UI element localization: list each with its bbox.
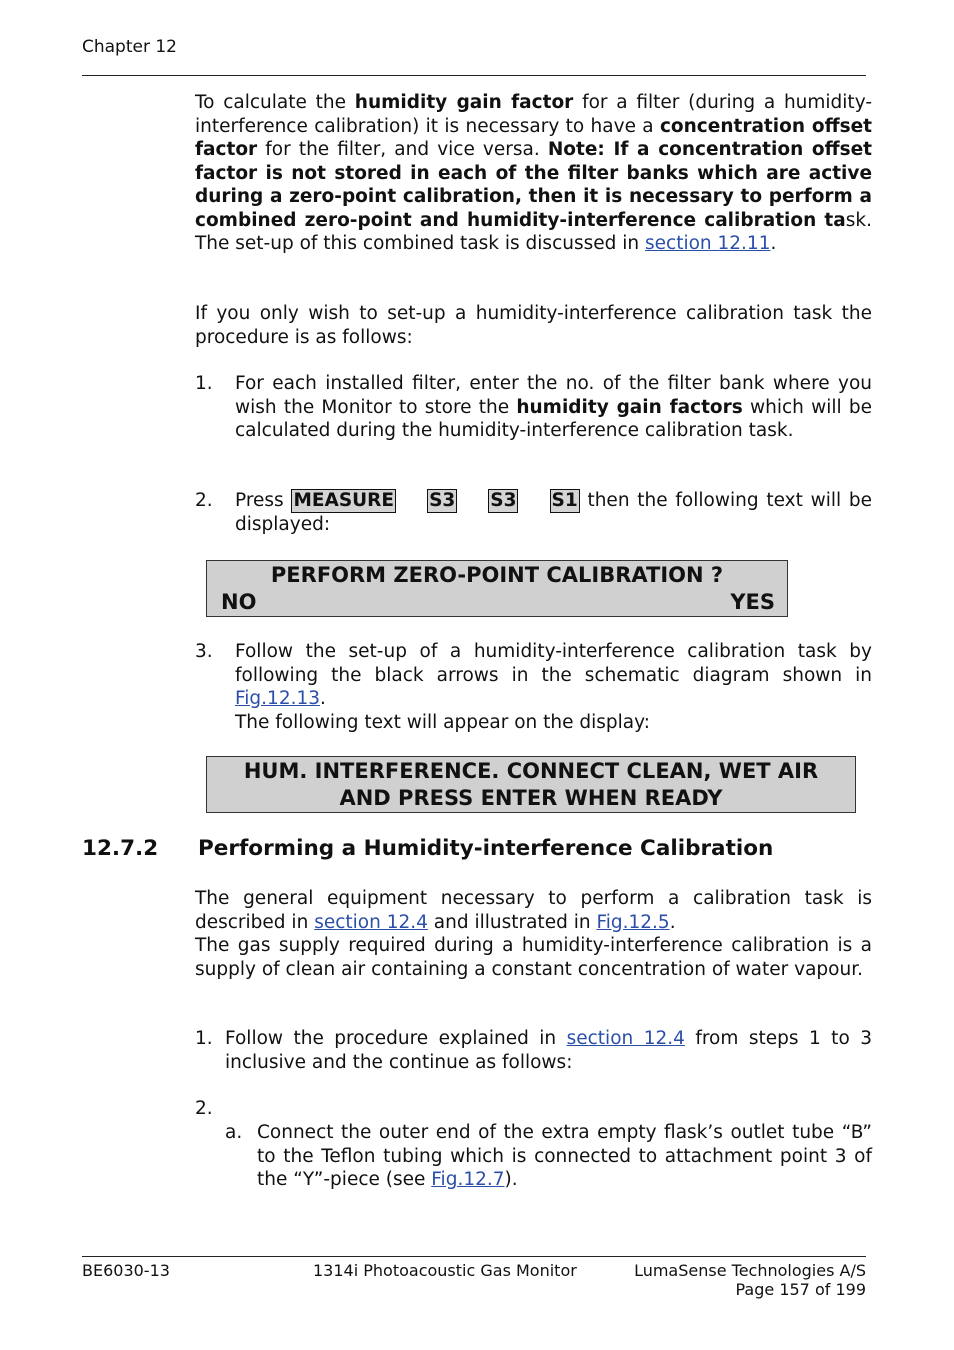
text: for the filter, and vice versa.: [257, 139, 548, 160]
sub-list-letter: a.: [225, 1122, 243, 1143]
list-item: 1. For each installed filter, enter the no. of the filter bank where you wish the Monitor to store the humidity gain factors which will be calculated during the humidity-interference calibration task.: [195, 373, 872, 441]
list-item: 3. Follow the set-up of a humidity-interference calibration task by following the black arrows in the schematic diagram shown in Fig.12.13. The following text will appear on the display:: [195, 641, 872, 733]
bold-term: humidity gain factor: [354, 92, 574, 113]
link-section-12-4[interactable]: section 12.4: [566, 1028, 685, 1049]
text: for a filter (during a humidity-interference calibration) it is necessary to have a: [195, 92, 872, 137]
header-rule: [82, 75, 866, 76]
display-line: PERFORM ZERO-POINT CALIBRATION ?: [270, 563, 724, 587]
list-item: 1. Follow the procedure explained in section 12.4 from steps 1 to 3 inclusive and the continue as follows:: [195, 1028, 872, 1073]
link-fig-12-7[interactable]: Fig.12.7: [431, 1169, 505, 1190]
list-number: 3.: [195, 641, 213, 662]
intro-paragraph: To calculate the humidity gain factor for a filter (during a humidity-interference calibration) it is necessary to have a concentration offset factor for the filter, and vice versa. Note: If a concentration offset factor is not stored in each of the filter banks which are active during a zero-point calibration, then it is necessary to perform a combined zero-point and humidity-interference calibration task. The set-up of this combined task is discussed in section 12.11.: [195, 92, 872, 254]
section-number: 12.7.2: [82, 836, 159, 861]
key-s3: S3: [490, 490, 517, 511]
text: To calculate the: [195, 92, 355, 113]
list-item: 2. Press MEASURE S3 S3 S1 then the following text will be displayed:: [195, 490, 873, 535]
note-text: Note: If a concentration offset factor is not stored in each of the filter banks which are active during a zero-point calibration, then it is necessary to perform a combined zero-point and humidity-interference calibration ta: [195, 139, 872, 231]
section-heading: [82, 837, 773, 861]
link-section-12-4[interactable]: section 12.4: [314, 911, 428, 933]
display-option-no: NO: [221, 590, 257, 614]
footer-doc-number: BE6030-13: [82, 1261, 170, 1280]
equipment-paragraph: The general equipment necessary to perform a calibration task is described in section 12.4 and illustrated in Fig.12.5. The gas supply required during a humidity-interference calibration is a supply of clean air containing a constant concentration of water vapour.: [195, 888, 872, 980]
bold-term: humidity gain factors: [516, 396, 743, 418]
display-line: HUM. INTERFERENCE. CONNECT CLEAN, WET AIR: [243, 759, 819, 783]
list-number: 1.: [195, 1028, 213, 1049]
key-measure: MEASURE: [293, 490, 395, 511]
link-fig-12-13[interactable]: Fig.12.13: [235, 688, 321, 709]
gas-supply-text: The gas supply required during a humidity-interference calibration is a supply of clean air containing a constant concentration of water vapour.: [195, 935, 872, 980]
footer-page-number: Page 157 of 199: [735, 1280, 866, 1299]
key-s3: S3: [429, 490, 456, 511]
list-number: 1.: [195, 373, 213, 394]
section-title: Performing a Humidity-interference Calibration: [198, 836, 774, 861]
footer-product: 1314i Photoacoustic Gas Monitor: [313, 1261, 577, 1280]
text: sk. The set-up of this combined task is discussed in: [195, 209, 872, 254]
key-s1: S1: [551, 490, 578, 511]
list-number: 2.: [195, 490, 213, 511]
display-option-yes: YES: [730, 590, 775, 614]
procedure-intro: If you only wish to set-up a humidity-interference calibration task the procedure is as follows:: [195, 303, 872, 348]
display-screen: [206, 560, 788, 617]
bold-term: concentration offset factor: [195, 115, 872, 160]
display-line: AND PRESS ENTER WHEN READY: [339, 786, 723, 810]
chapter-header: Chapter 12: [82, 37, 178, 57]
footer-company: LumaSense Technologies A/S: [634, 1261, 866, 1280]
footer-rule: [82, 1256, 866, 1257]
link-section-12-11[interactable]: section 12.11: [645, 233, 771, 254]
link-fig-12-5[interactable]: Fig.12.5: [596, 911, 670, 933]
list-number: 2.: [195, 1098, 213, 1119]
display-screen: [206, 756, 856, 813]
sub-list-item: a. Connect the outer end of the extra empty flask’s outlet tube “B” to the Teflon tubing which is connected to attachment point 3 of the “Y”-piece (see Fig.12.7).: [225, 1122, 872, 1190]
